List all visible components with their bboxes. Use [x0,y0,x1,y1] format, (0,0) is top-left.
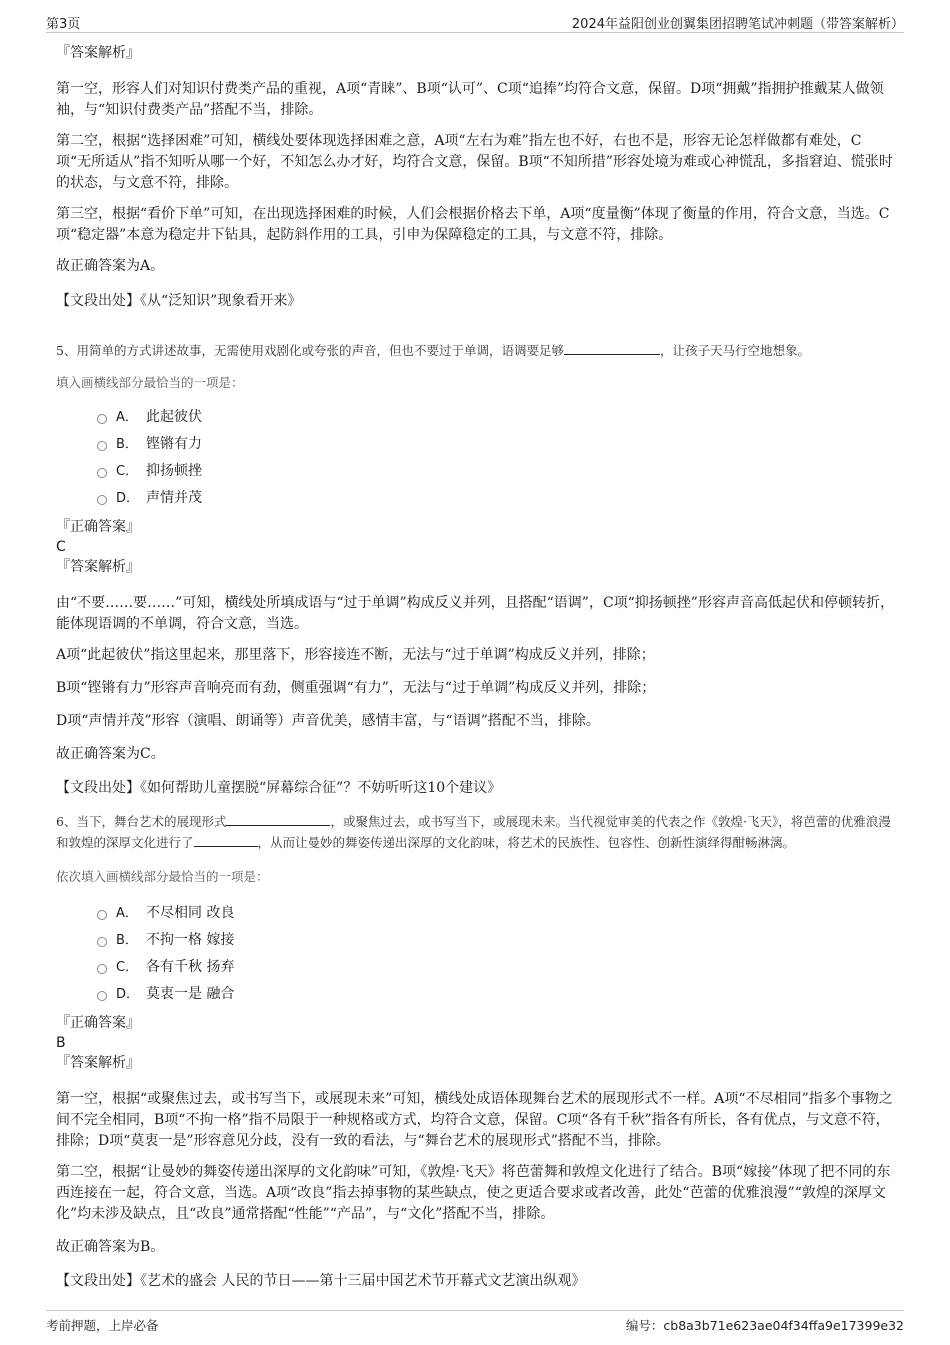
source-citation: 【文段出处】《艺术的盛会 人民的节日——第十三届中国艺术节开幕式文艺演出纵观》 [56,1273,586,1289]
document-title: 2024年益阳创业创翼集团招聘笔试冲刺题（带答案解析） [571,17,904,32]
question-5-prompt: 填入画横线部分最恰当的一项是： [56,375,244,390]
analysis-paragraph: 第一空，根据“或聚焦过去，或书写当下，或展现未来”可知，横线处成语体现舞台艺术的展现形式不一样。A项“不尽相同”指多个事物之间不完全相同，B项“不拘一格”指不局限于一种规格或方式，均符合文意，保留。C项“各有千秋”指各有所长，各有优点，与文意不符，排除；D项“莫衷一是”形容意见分歧，没有一致的看法，与“舞台艺术的展现形式”搭配不当，排除。 [56,1091,893,1149]
answer-blank [564,340,660,355]
page-footer [46,1310,904,1335]
conclusion: 故正确答案为B。 [56,1239,165,1255]
option-a[interactable]: A． 不尽相同 改良 [56,900,896,927]
radio-icon[interactable] [97,991,107,1001]
option-c[interactable]: C． 各有千秋 扬弃 [56,954,896,981]
radio-icon[interactable] [97,910,107,920]
radio-icon[interactable] [97,937,107,947]
document-code: 编号：cb8a3b71e623ae04f34ffa9e17399e32 [625,1318,904,1333]
correct-answer-label: 『正确答案』 [56,519,140,535]
question-5-options [56,404,896,512]
answer-blank [194,832,258,847]
page-header [46,10,904,33]
question-6-prompt: 依次填入画横线部分最恰当的一项是： [56,869,269,884]
page-content [56,42,896,1292]
radio-icon[interactable] [97,495,107,505]
conclusion: 故正确答案为A。 [56,258,165,274]
source-citation: 【文段出处】《从“泛知识”现象看开来》 [56,293,302,309]
correct-answer-label: 『正确答案』 [56,1015,140,1031]
question-6-options [56,900,896,1008]
question-5-stem: 5、用简单的方式讲述故事，无需使用戏剧化或夸张的声音，但也不要过于单调，语调要足够 ，让孩子天马行空地想象。 [56,340,896,361]
option-d[interactable]: D． 莫衷一是 融合 [56,981,896,1008]
option-b[interactable]: B． 不拘一格 嫁接 [56,927,896,954]
option-a[interactable]: A． 此起彼伏 [56,404,896,431]
analysis-paragraph: B项“铿锵有力”形容声音响亮而有劲，侧重强调“有力”，无法与“过于单调”构成反义并列，排除； [56,680,656,696]
analysis-paragraph: A项“此起彼伏”指这里起来，那里落下，形容接连不断，无法与“过于单调”构成反义并列，排除； [56,647,655,663]
source-citation: 【文段出处】《如何帮助儿童摆脱“屏幕综合征”？不妨听听这10个建议》 [56,780,502,796]
answer-blank [226,811,330,826]
page-number: 第3页 [46,17,81,32]
radio-icon[interactable] [97,414,107,424]
analysis-paragraph: 第二空，根据“让曼妙的舞姿传递出深厚的文化韵味”可知，《敦煌·飞天》将芭蕾舞和敦煌文化进行了结合。B项“嫁接”体现了把不同的东西连接在一起，符合文意，当选。A项“改良”指去掉事物的某些缺点，使之更适合要求或者改善，此处“芭蕾的优雅浪漫”“敦煌的深厚文化”均未涉及缺点，且“改良”通常搭配“性能”“产品”，与“文化”搭配不当，排除。 [56,1164,891,1222]
analysis-label: 『答案解析』 [56,1055,140,1071]
analysis-paragraph: 第三空，根据“看价下单”可知，在出现选择困难的时候，人们会根据价格去下单，A项“度量衡”体现了衡量的作用，符合文意，当选。C项“稳定器”本意为稳定井下钻具，起防斜作用的工具，引申为保障稳定的工具，与文意不符，排除。 [56,206,890,243]
option-c[interactable]: C． 抑扬顿挫 [56,458,896,485]
analysis-paragraph: 由“不要……要……”可知，横线处所填成语与“过于单调”构成反义并列，且搭配“语调”，C项“抑扬顿挫”形容声音高低起伏和停顿转折，能体现语调的不单调，符合文意，当选。 [56,595,894,632]
correct-answer: B [56,1035,66,1051]
footer-slogan: 考前押题，上岸必备 [46,1318,159,1333]
conclusion: 故正确答案为C。 [56,746,165,762]
option-b[interactable]: B． 铿锵有力 [56,431,896,458]
analysis-label: 『答案解析』 [56,45,140,61]
analysis-paragraph: 第二空，根据“选择困难”可知，横线处要体现选择困难之意，A项“左右为难”指左也不好，右也不是，形容无论怎样做都有难处，C项“无所适从”指不知听从哪一个好，不知怎么办才好，均符合文意，保留。B项“不知所措”形容处境为难或心神慌乱，多指窘迫、慌张时的状态，与文意不符，排除。 [56,133,893,191]
option-d[interactable]: D． 声情并茂 [56,485,896,512]
analysis-paragraph: 第一空，形容人们对知识付费类产品的重视，A项“青睐”、B项“认可”、C项“追捧”均符合文意，保留。D项“拥戴”指拥护推戴某人做领袖，与“知识付费类产品”搭配不当，排除。 [56,81,884,118]
question-6-stem: 6、当下，舞台艺术的展现形式 ，或聚焦过去，或书写当下，或展现未来。当代视觉审美的代表之作《敦煌·飞天》，将芭蕾的优雅浪漫和敦煌的深厚文化进行了 ，从而让曼妙的舞姿传递出深厚的文化韵味，将艺术的民族性、包容性、创新性演绎得酣畅淋漓。 [56,811,896,853]
correct-answer: C [56,539,66,555]
analysis-label: 『答案解析』 [56,559,140,575]
radio-icon[interactable] [97,468,107,478]
radio-icon[interactable] [97,964,107,974]
analysis-paragraph: D项“声情并茂”形容（演唱、朗诵等）声音优美，感情丰富，与“语调”搭配不当，排除。 [56,713,600,729]
radio-icon[interactable] [97,441,107,451]
